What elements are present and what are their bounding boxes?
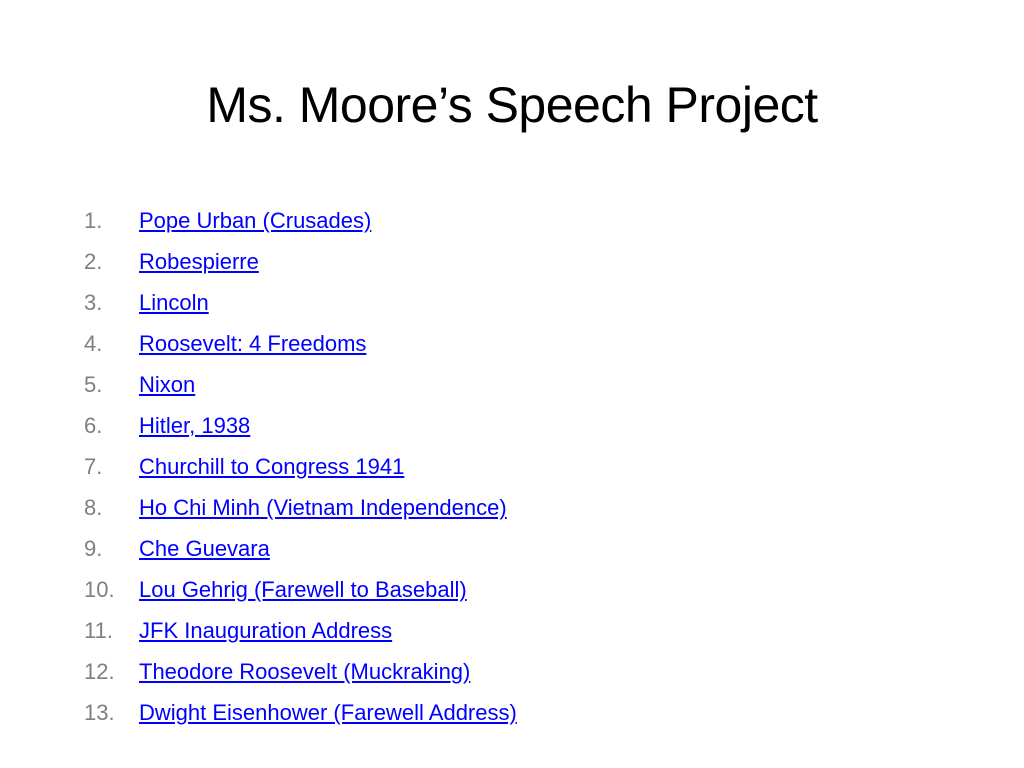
item-number: 9.	[84, 536, 103, 561]
speech-link-churchill[interactable]: Churchill to Congress 1941	[139, 454, 405, 479]
item-number: 1.	[84, 208, 103, 233]
item-number: 12.	[84, 659, 115, 684]
list-item	[84, 446, 517, 487]
speech-link-eisenhower[interactable]: Dwight Eisenhower (Farewell Address)	[139, 700, 517, 725]
speech-link-che-guevara[interactable]: Che Guevara	[139, 536, 270, 561]
item-number: 13.	[84, 700, 115, 725]
speech-link-lincoln[interactable]: Lincoln	[139, 290, 209, 315]
list-item	[84, 487, 517, 528]
speech-link-hitler-1938[interactable]: Hitler, 1938	[139, 413, 251, 438]
speech-link-theodore-roosevelt[interactable]: Theodore Roosevelt (Muckraking)	[139, 659, 471, 684]
list-item	[84, 528, 517, 569]
list-item	[84, 364, 517, 405]
item-number: 5.	[84, 372, 103, 397]
list-item	[84, 651, 517, 692]
item-number: 10.	[84, 577, 115, 602]
item-number: 2.	[84, 249, 103, 274]
speech-link-roosevelt-4-freedoms[interactable]: Roosevelt: 4 Freedoms	[139, 331, 367, 356]
item-number: 3.	[84, 290, 103, 315]
speech-link-nixon[interactable]: Nixon	[139, 372, 196, 397]
list-item	[84, 692, 517, 733]
list-item	[84, 610, 517, 651]
slide-title: Ms. Moore’s Speech Project	[206, 77, 818, 133]
speech-link-lou-gehrig[interactable]: Lou Gehrig (Farewell to Baseball)	[139, 577, 467, 602]
item-number: 8.	[84, 495, 103, 520]
speech-link-ho-chi-minh[interactable]: Ho Chi Minh (Vietnam Independence)	[139, 495, 507, 520]
item-number: 11.	[84, 618, 113, 643]
item-number: 4.	[84, 331, 103, 356]
list-item	[84, 282, 517, 323]
list-item	[84, 405, 517, 446]
list-item	[84, 241, 517, 282]
list-item	[84, 323, 517, 364]
item-number: 7.	[84, 454, 103, 479]
speech-link-pope-urban[interactable]: Pope Urban (Crusades)	[139, 208, 372, 233]
speech-link-jfk[interactable]: JFK Inauguration Address	[139, 618, 393, 643]
speech-list	[84, 200, 517, 733]
list-item	[84, 200, 517, 241]
item-number: 6.	[84, 413, 103, 438]
speech-link-robespierre[interactable]: Robespierre	[139, 249, 259, 274]
list-item	[84, 569, 517, 610]
